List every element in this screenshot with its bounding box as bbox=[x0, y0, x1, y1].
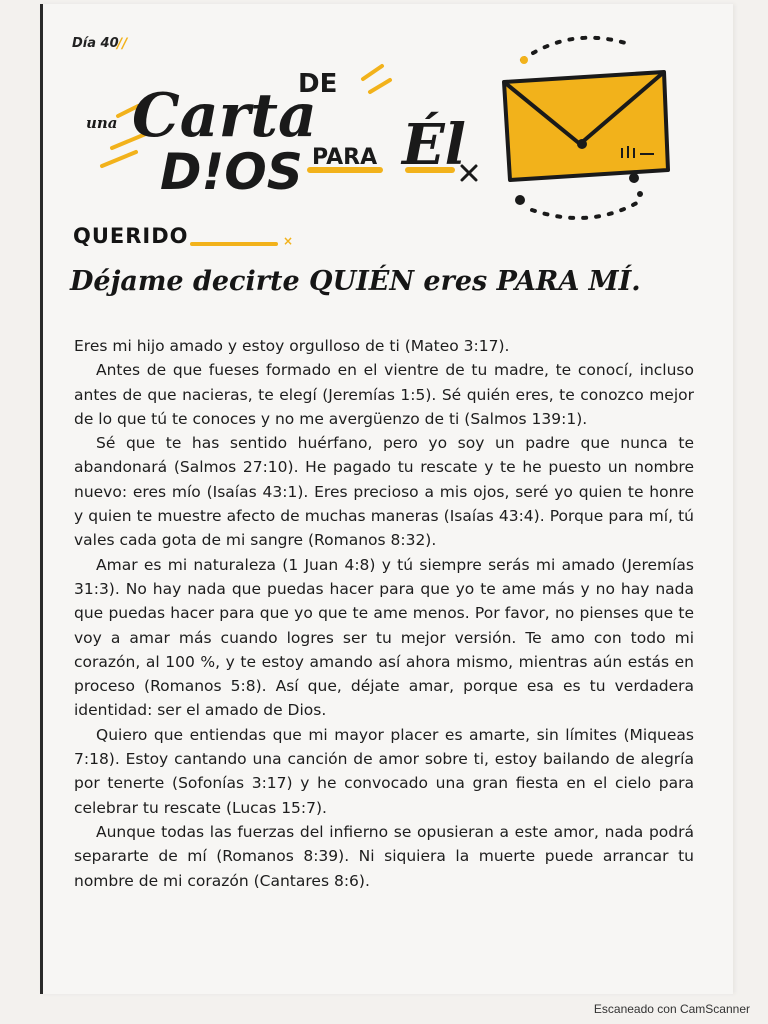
paragraph: Amar es mi naturaleza (1 Juan 4:8) y tú siempre serás mi amado (Jeremías 31:3). No hay nada que puedas hacer para que yo te ame más y no hay nada que puedas hacer para que yo que te ame menos. Por favor, no pienses que te voy a amar más cuando logres ser tu mejor versión. Te amo con todo mi corazón, al 100 %, y te estoy amando así ahora mismo, mientras aún estás en proceso (Romanos 5:8). Así que, déjate amar, porque esa es tu verdadera identidad: ser el amado de Dios. bbox=[74, 555, 694, 720]
salutation-blank-line bbox=[190, 242, 278, 246]
day-slashes: // bbox=[117, 36, 128, 52]
tagline-part1: Déjame decirte bbox=[70, 266, 310, 297]
paragraph: Antes de que fueses formado en el vientre de tu madre, te conocí, incluso antes de que nacieras, te elegí (Jeremías 1:5). Sé quién eres, te conozco mejor de lo que tú te conoces y no me avergüenzo de ti (Salmos 139:1). bbox=[74, 361, 694, 428]
headline-dios: D!OS bbox=[160, 143, 303, 201]
headline-lettering bbox=[80, 54, 500, 204]
tagline-dot: . bbox=[631, 266, 641, 297]
paragraph: Sé que te has sentido huérfano, pero yo soy un padre que nunca te abandonará (Salmos 27:10). He pagado tu rescate y te he puesto un nombre nuevo: eres mío (Isaías 43:1). Eres precioso a mis ojos, seré yo quien te honre y quien te muestre afecto de muchas maneras (Isaías 43:4). Porque para mí, tú vales cada gota de mi sangre (Romanos 8:32). bbox=[74, 434, 694, 550]
tagline bbox=[70, 266, 641, 297]
envelope-icon bbox=[492, 30, 682, 230]
headline-carta: Carta bbox=[132, 81, 317, 151]
headline-art bbox=[80, 54, 500, 204]
headline-una: una bbox=[86, 114, 118, 132]
tagline-para-mi: PARA MÍ bbox=[496, 266, 632, 297]
salutation-x-mark: × bbox=[283, 234, 294, 248]
headline-el: Él bbox=[402, 112, 466, 178]
paragraph: Quiero que entiendas que mi mayor placer es amarte, sin límites (Miqueas 7:18). Estoy cantando una canción de amor sobre ti, estoy bailando de alegría por tenerte (Sofonías 3:17) y he convocado una gran fiesta en el cielo para celebrar tu rescate (Lucas 15:7). bbox=[74, 725, 694, 817]
day-label: Día 40 bbox=[72, 36, 119, 51]
scanner-watermark: Escaneado con CamScanner bbox=[593, 1002, 750, 1016]
tagline-quien: QUIÉN bbox=[309, 266, 415, 297]
headline-para: PARA bbox=[312, 145, 378, 170]
headline-de: DE bbox=[298, 69, 338, 99]
letter-body bbox=[74, 334, 694, 893]
salutation: QUERIDO bbox=[73, 224, 189, 248]
tagline-part2: eres bbox=[414, 266, 497, 297]
paragraph: Eres mi hijo amado y estoy orgulloso de ti (Mateo 3:17). bbox=[74, 337, 510, 355]
paragraph: Aunque todas las fuerzas del infierno se opusieran a este amor, nada podrá separarte de mí (Romanos 8:39). Ni siquiera la muerte puede arrancar tu nombre de mi corazón (Cantares 8:6). bbox=[74, 822, 694, 890]
